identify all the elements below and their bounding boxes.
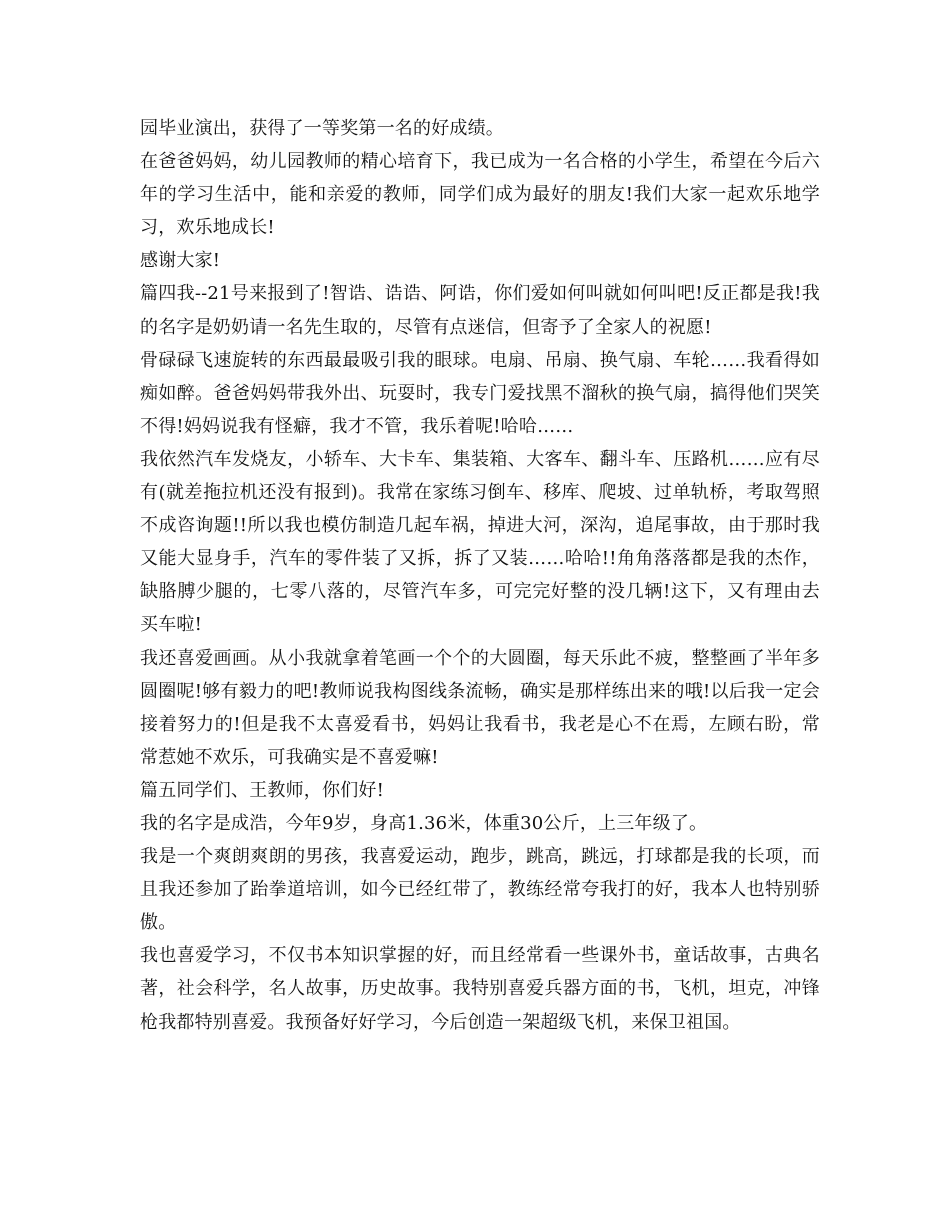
paragraph-9: 我的名字是成浩，今年9岁，身高1.36米，体重30公斤，上三年级了。: [140, 812, 708, 834]
paragraph-6: 我依然汽车发烧友，小轿车、大卡车、集装箱、大客车、翻斗车、压路机……应有尽有(就差拖拉机还没有报到)。我常在家练习倒车、移库、爬坡、过单轨桥，考取驾照不成咨询题!!所以我也模仿制造几起车祸，掉进大河，深沟，追尾事故，由于那时我又能大显身手，汽车的零件装了又拆，拆了又装……哈哈!!角角落落都是我的杰作，缺胳膊少腿的，七零八落的，尽管汽车多，可完完好整的没几辆!这下，又有理由去买车啦!: [140, 448, 820, 636]
paragraph-8: 篇五同学们、王教师，你们好!: [140, 779, 385, 801]
paragraph-7: 我还喜爱画画。从小我就拿着笔画一个个的大圆圈，每天乐此不疲，整整画了半年多圆圈呢!够有毅力的吧!教师说我构图线条流畅，确实是那样练出来的哦!以后我一定会接着努力的!但是我不太喜爱看书，妈妈让我看书，我老是心不在焉，左顾右盼，常常惹她不欢乐，可我确实是不喜爱嘛!: [140, 647, 820, 768]
paragraph-5: 骨碌碌飞速旋转的东西最最吸引我的眼球。电扇、吊扇、换气扇、车轮……我看得如痴如醉。爸爸妈妈带我外出、玩耍时，我专门爱找黑不溜秋的换气扇，搞得他们哭笑不得!妈妈说我有怪癖，我才不管，我乐着呢!哈哈……: [140, 349, 820, 437]
paragraph-1: 园毕业演出，获得了一等奖第一名的好成绩。: [140, 118, 504, 139]
paragraph-3: 感谢大家!: [140, 250, 221, 272]
paragraph-10: 我是一个爽朗爽朗的男孩，我喜爱运动，跑步，跳高，跳远，打球都是我的长项，而且我还参加了跆拳道培训，如今已经红带了，教练经常夸我打的好，我本人也特别骄傲。: [140, 846, 820, 934]
paragraph-2: 在爸爸妈妈，幼儿园教师的精心培育下，我已成为一名合格的小学生，希望在今后六年的学习生活中，能和亲爱的教师，同学们成为最好的朋友!我们大家一起欢乐地学习，欢乐地成长!: [140, 151, 820, 239]
paragraph-4: 篇四我--21号来报到了!智诰、诰诰、阿诰，你们爱如何叫就如何叫吧!反正都是我!我的名字是奶奶请一名先生取的，尽管有点迷信，但寄予了全家人的祝愿!: [140, 283, 820, 338]
document-body: [140, 112, 820, 1039]
paragraph-11: 我也喜爱学习，不仅书本知识掌握的好，而且经常看一些课外书，童话故事，古典名著，社会科学，名人故事，历史故事。我特别喜爱兵器方面的书，飞机，坦克，冲锋枪我都特别喜爱。我预备好好学习，今后创造一架超级飞机，来保卫祖国。: [140, 945, 820, 1033]
